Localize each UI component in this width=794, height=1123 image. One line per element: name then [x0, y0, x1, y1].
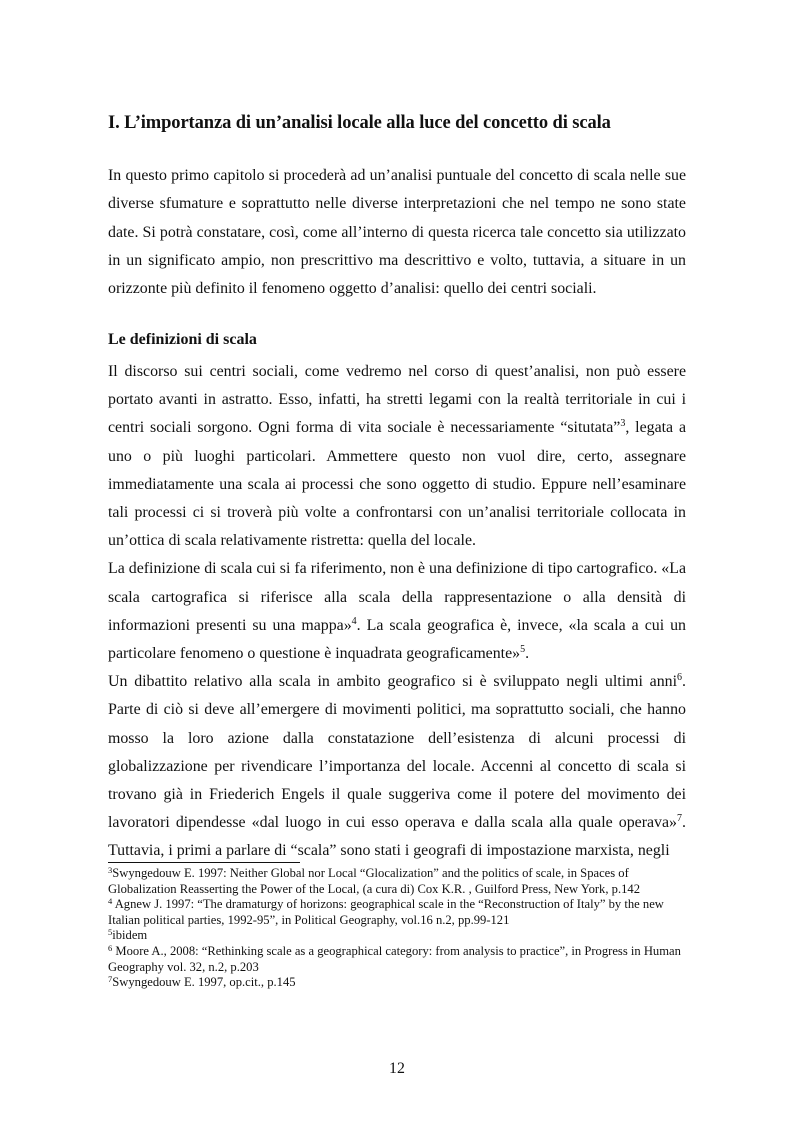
footnote-text: ibidem	[112, 928, 148, 943]
body-text	[108, 358, 686, 866]
footnote	[108, 975, 686, 991]
footnotes	[108, 866, 686, 991]
body-paragraph	[108, 668, 686, 865]
footnote-number: 3	[108, 865, 113, 875]
text-run: , legata a uno o più luoghi particolari. Ammettere questo non vuol dire, certo, assegnare immediatamente una scala ai processi che sono oggetto di studio. Eppure nell’esaminare tali processi ci si troverà più volte a confrontarsi con un’analisi territoriale collocata in un’ottica di scala relativamente ristretta: quella del locale.	[108, 419, 687, 550]
footnote-ref[interactable]: 7	[677, 813, 683, 825]
footnote-number: 7	[108, 974, 113, 985]
footnote	[108, 944, 686, 975]
page-number: 12	[389, 1060, 405, 1077]
footnote-separator	[108, 862, 300, 863]
footnote	[108, 928, 686, 944]
chapter-title: I. L’importanza di un’analisi locale alla luce del concetto di scala	[108, 113, 611, 133]
footnote-number: 4	[108, 896, 113, 907]
footnote-text: Swyngedouw E. 1997, op.cit., p.145	[112, 975, 296, 990]
footnote-ref[interactable]: 4	[351, 615, 357, 627]
text-run: Il discorso sui centri sociali, come vedremo nel corso di quest’analisi, non può essere portato avanti in astratto. Esso, infatti, ha stretti legami con la realtà territoriale in cui i centri sociali sorgono. Ogni forma di vita sociale è necessariamente “situtata”	[108, 363, 686, 437]
intro-paragraph: In questo primo capitolo si procederà ad un’analisi puntuale del concetto di scala nelle sue diverse sfumature e soprattutto nelle diverse interpretazioni che nel tempo ne sono state date. Si potrà constatare, così, come all’interno di questa ricerca tale concetto sia utilizzato in un significato ampio, non prescrittivo ma descrittivo e volto, tuttavia, a situare in un orizzonte più definito il fenomeno oggetto d’analisi: quello dei centri sociali.	[108, 167, 686, 298]
text-run: . La scala geografica è, invece, «la scala a cui un particolare fenomeno o questione è inquadrata geograficamente»	[108, 616, 686, 663]
footnote-ref[interactable]: 5	[520, 644, 526, 656]
footnote-number: 5	[108, 927, 113, 938]
text-run: La definizione di scala cui si fa riferimento, non è una definizione di tipo cartografico. «La scala cartografica si riferisce alla scala della rappresentazione o alla densità di informazioni presenti su una mappa»	[108, 560, 686, 634]
footnote	[108, 866, 686, 897]
footnote-text: Agnew J. 1997: “The dramaturgy of horizons: geographical scale in the “Reconstruction of Italy” by the new Italian political parties, 1992-95”, in Political Geography, vol.16 n.2, pp.99-121	[108, 897, 664, 927]
footnote-text: Swyngedouw E. 1997: Neither Global nor Local “Glocalization” and the politics of scale, in Spaces of Globalization Reasserting the Power of the Local, (a cura di) Cox K.R. , Guilford Press, New York, p.142	[108, 866, 640, 896]
body-paragraph	[108, 358, 686, 555]
text-run: .	[525, 645, 530, 663]
footnote-number: 6	[108, 942, 113, 953]
footnote-text: Moore A., 2008: “Rethinking scale as a geographical category: from analysis to practice”, in Progress in Human Geography vol. 32, n.2, p.203	[108, 943, 681, 974]
body-paragraph	[108, 555, 686, 668]
footnote-ref[interactable]: 3	[620, 418, 626, 430]
section-title: Le definizioni di scala	[108, 331, 257, 348]
footnote	[108, 897, 686, 928]
text-run: Un dibattito relativo alla scala in ambito geografico si è sviluppato negli ultimi anni	[108, 673, 678, 691]
text-run: . Parte di ciò si deve all’emergere di movimenti politici, ma soprattutto sociali, che hanno mosso la loro azione dalla constatazione dell’esistenza di alcuni processi di globalizzazione per rivendicare l’importanza del locale. Accenni al concetto di scala si trovano già in Friederich Engels il quale suggeriva come il potere del movimento dei lavoratori dipendesse «dal luogo in cui esso operava e dalla scala alla quale operava»	[108, 673, 686, 832]
footnote-ref[interactable]: 6	[677, 672, 683, 684]
text-run: . Tuttavia, i primi a parlare di “scala” sono stati i geografi di impostazione marxista, negli	[108, 814, 686, 860]
